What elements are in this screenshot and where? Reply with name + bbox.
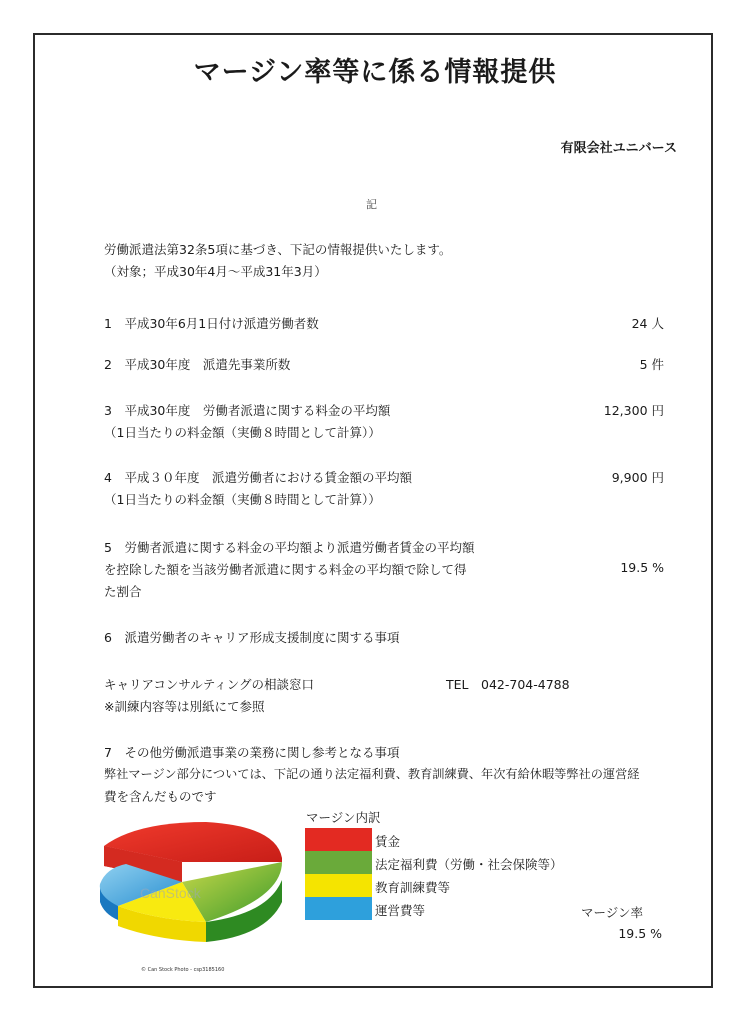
item-2-value: 5 件: [639, 357, 664, 372]
company-name: 有限会社ユニバース: [560, 141, 677, 156]
legend-swatch-welfare: [305, 851, 372, 874]
section-7-heading: 7 その他労働派遣事業の業務に関し参考となる事項: [104, 745, 400, 760]
item-1-value: 24 人: [631, 316, 664, 331]
margin-rate-label: マージン率: [581, 905, 643, 920]
item-2-label: 2 平成30年度 派遣先事業所数: [104, 357, 291, 372]
item-3-sub: （1日当たりの料金額（実働８時間として計算））: [104, 425, 381, 440]
margin-rate-value: 19.5 %: [618, 926, 662, 941]
item-5-value: 19.5 %: [620, 560, 664, 575]
photo-credit: © Can Stock Photo - csp3185160: [141, 967, 225, 973]
consult-label: キャリアコンサルティングの相談窓口: [104, 677, 315, 692]
margin-pie-chart: [96, 818, 286, 948]
legend-label-training: 教育訓練費等: [375, 880, 451, 895]
legend-swatch-training: [305, 874, 372, 897]
page-title: マージン率等に係る情報提供: [193, 57, 557, 88]
item-5-line-1: 5 労働者派遣に関する料金の平均額より派遣労働者賃金の平均額: [104, 540, 475, 555]
intro-line-1: 労働派遣法第32条5項に基づき、下記の情報提供いたします。: [104, 242, 452, 257]
legend-label-operating: 運営費等: [375, 903, 426, 918]
item-4-value: 9,900 円: [611, 470, 664, 485]
item-4-sub: （1日当たりの料金額（実働８時間として計算））: [104, 492, 381, 507]
legend-swatch-wage: [305, 828, 372, 851]
item-3-label: 3 平成30年度 労働者派遣に関する料金の平均額: [104, 403, 391, 418]
legend-swatch-operating: [305, 897, 372, 920]
item-5-line-2: を控除した額を当該労働者派遣に関する料金の平均額で除して得: [104, 562, 467, 577]
item-3-value: 12,300 円: [603, 403, 664, 418]
item-1-label: 1 平成30年6月1日付け派遣労働者数: [104, 316, 319, 331]
item-5-line-3: た割合: [104, 584, 142, 599]
section-7-body-1: 弊社マージン部分については、下記の通り法定福利費、教育訓練費、年次有給休暇等弊社の運営経: [104, 767, 640, 781]
pie-watermark: CanStock: [140, 885, 201, 901]
ki-marker: 記: [366, 198, 377, 211]
legend-label-wage: 賃金: [375, 834, 401, 849]
training-note: ※訓練内容等は別紙にて参照: [104, 699, 265, 714]
item-4-label: 4 平成３０年度 派遣労働者における賃金額の平均額: [104, 470, 412, 485]
section-7-body-2: 費を含んだものです: [104, 789, 217, 804]
section-6-heading: 6 派遣労働者のキャリア形成支援制度に関する事項: [104, 630, 400, 645]
legend-title: マージン内訳: [306, 810, 381, 825]
tel-number: TEL 042-704-4788: [446, 677, 570, 692]
intro-line-2: （対象；平成30年4月～平成31年3月）: [104, 264, 327, 279]
legend-label-welfare: 法定福利費（労働・社会保険等）: [375, 857, 563, 872]
